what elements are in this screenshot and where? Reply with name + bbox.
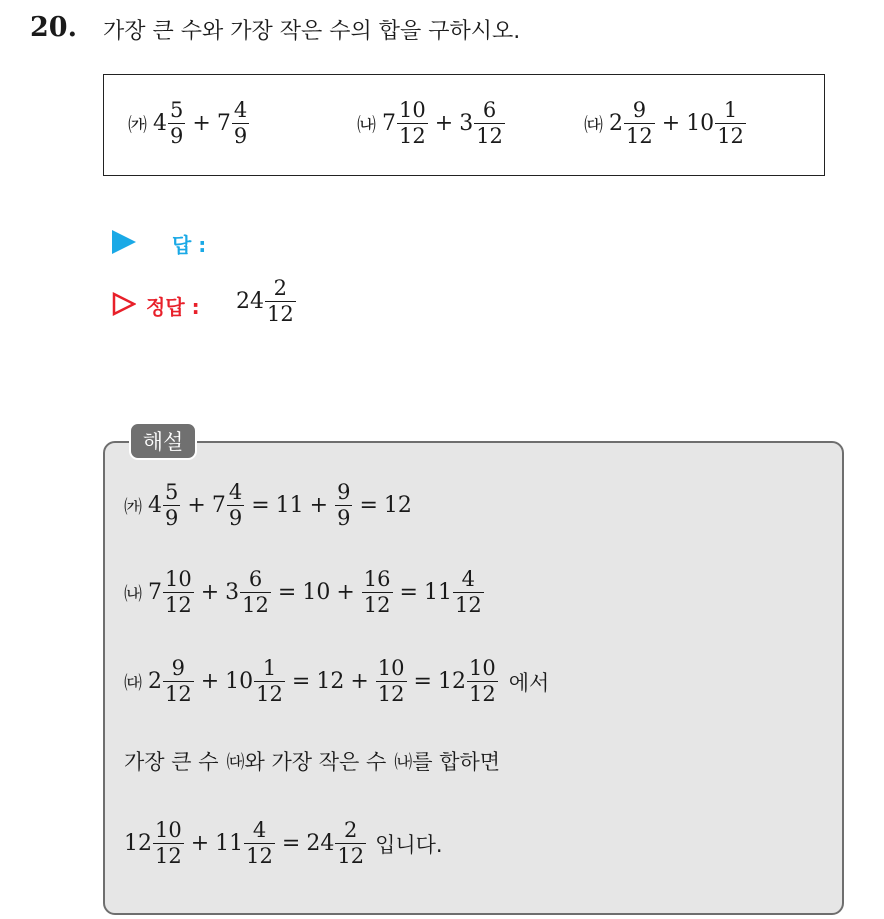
given-expression-da: ㈐ 2 $\frac{9}{12}$ + 10 $\frac{1}{12}$	[584, 98, 744, 148]
marker-da: ㈐	[584, 114, 604, 136]
correct-answer-triangle-icon	[112, 292, 136, 316]
solution-line-4: 가장 큰 수 ㈐ 와 가장 작은 수 ㈏ 를 합하면	[124, 750, 501, 774]
solution-tab: 해설	[129, 422, 197, 460]
question-text: 가장 큰 수와 가장 작은 수의 합을 구하시오.	[103, 19, 521, 44]
question-number: 20.	[30, 12, 77, 43]
correct-answer-label: 정답 :	[146, 295, 200, 319]
marker-ga: ㈎	[128, 114, 148, 136]
correct-answer-value: 24 $\frac{2}{12}$	[236, 276, 294, 326]
solution-line-3: ㈐ 2 $\frac{9}{12}$ + 10 $\frac{1}{12}$ = 12 + $\frac{10}{12}$ = 12 $\frac{10}{12}$ 에서	[124, 656, 550, 706]
answer-label: 답 :	[172, 233, 207, 257]
marker-na: ㈏	[357, 114, 377, 136]
solution-line-1: ㈎ 4 $\frac{5}{9}$ + 7 $\frac{4}{9}$ = 11 + $\frac{9}{9}$ = 12	[124, 480, 412, 530]
given-expression-ga: ㈎ 4 $\frac{5}{9}$ + 7 $\frac{4}{9}$	[128, 98, 248, 148]
solution-line-5: 12 $\frac{10}{12}$ + 11 $\frac{4}{12}$ = 24 $\frac{2}{12}$ 입니다.	[124, 818, 443, 868]
given-expression-na: ㈏ 7 $\frac{10}{12}$ + 3 $\frac{6}{12}$	[357, 98, 503, 148]
solution-line-2: ㈏ 7 $\frac{10}{12}$ + 3 $\frac{6}{12}$ = 10 + $\frac{16}{12}$ = 11 $\frac{4}{12}$	[124, 567, 482, 617]
answer-triangle-icon	[112, 230, 136, 254]
